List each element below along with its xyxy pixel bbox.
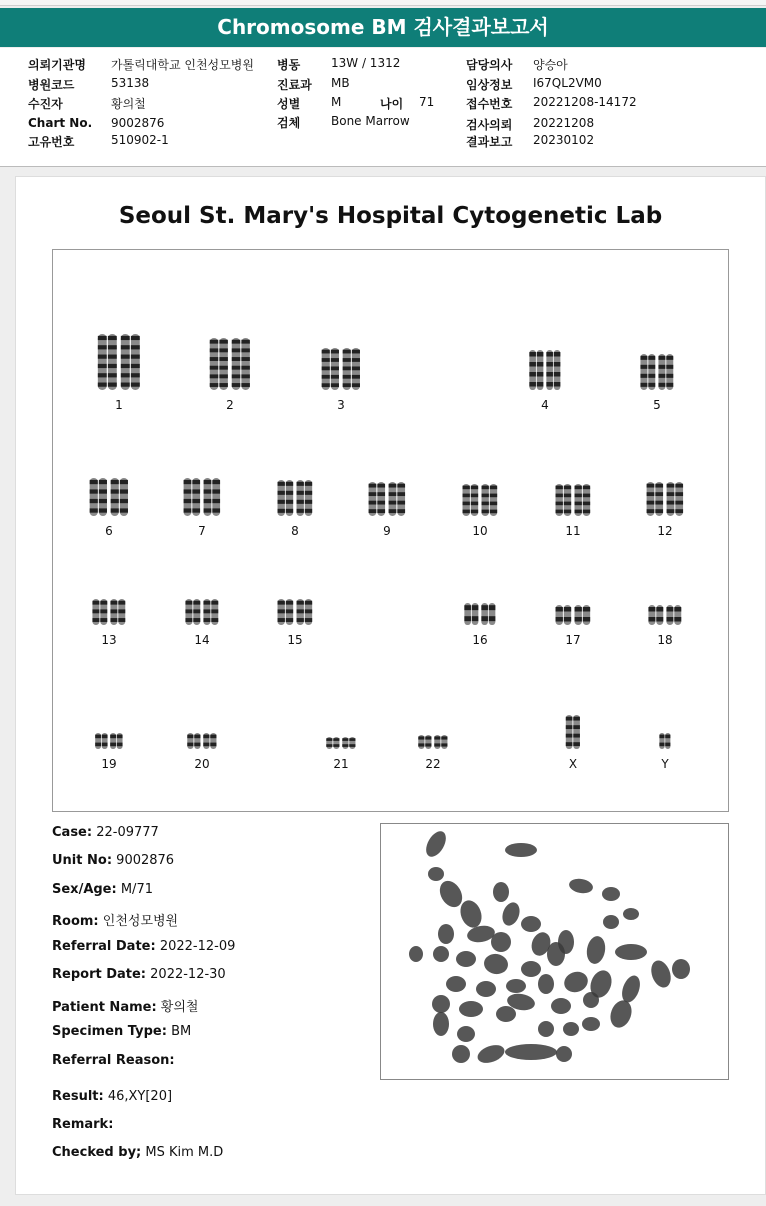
chromosome-label-18: 18 xyxy=(657,633,673,647)
patient-label: 수진자 xyxy=(28,97,63,111)
metaphase-chromosome xyxy=(422,828,450,860)
metaphase-chromosome xyxy=(561,968,590,995)
case-value: 22-09777 xyxy=(96,825,159,840)
patient-name-label: Patient Name: xyxy=(52,1000,157,1015)
chromosome-label-15: 15 xyxy=(287,633,303,647)
chromosome-pair-4 xyxy=(528,350,562,390)
chromosome-pair-15 xyxy=(276,599,314,625)
metaphase-chromosome xyxy=(482,952,509,976)
chromosome-label-16: 16 xyxy=(472,633,488,647)
hospital-code-label: 병원코드 xyxy=(28,78,75,92)
checked-value: MS Kim M.D xyxy=(145,1145,224,1160)
metaphase-chromosome xyxy=(547,942,565,966)
metaphase-chromosome xyxy=(457,1026,475,1042)
request-label: 검사의뢰 xyxy=(466,118,513,132)
chromosome-label-14: 14 xyxy=(194,633,210,647)
metaphase-chromosome xyxy=(556,1046,572,1062)
metaphase-spread-image xyxy=(380,823,729,1080)
remark-label: Remark: xyxy=(52,1117,114,1132)
chromosome-pair-19 xyxy=(94,733,124,749)
chromosome-pair-8 xyxy=(276,480,314,516)
unit-value: 9002876 xyxy=(116,853,175,868)
metaphase-chromosome xyxy=(438,924,454,944)
referral-date-line xyxy=(52,939,235,954)
metaphase-chromosome xyxy=(619,973,644,1005)
report-date-label: 결과보고 xyxy=(466,135,513,149)
metaphase-chromosome xyxy=(672,959,690,979)
checked-label: Checked by; xyxy=(52,1145,142,1160)
unit-line xyxy=(52,853,174,868)
sexage-value: M/71 xyxy=(120,882,153,897)
metaphase-chromosome xyxy=(563,1022,579,1036)
metaphase-chromosome xyxy=(499,900,522,928)
referral-date-value: 2022-12-09 xyxy=(159,939,236,954)
request-value: 20221208 xyxy=(533,116,595,130)
result-line xyxy=(52,1089,172,1104)
receipt-label: 접수번호 xyxy=(466,97,513,111)
room-line xyxy=(52,910,178,929)
metaphase-chromosome xyxy=(493,882,509,902)
chromosome-label-17: 17 xyxy=(565,633,581,647)
specimen-type-value: BM xyxy=(171,1024,192,1039)
metaphase-chromosome xyxy=(521,916,541,932)
dept-label: 진료과 xyxy=(277,78,312,92)
chromosome-label-20: 20 xyxy=(194,757,210,771)
specimen-type-label: Specimen Type: xyxy=(52,1024,167,1039)
chromosome-label-21: 21 xyxy=(333,757,349,771)
patient-name-line xyxy=(52,996,198,1015)
metaphase-chromosome xyxy=(623,908,639,920)
chromosome-label-4: 4 xyxy=(541,398,549,412)
chromosome-label-2: 2 xyxy=(226,398,234,412)
result-value: 46,XY[20] xyxy=(107,1089,173,1104)
specimen-value: Bone Marrow xyxy=(331,114,410,128)
chromosome-pair-14 xyxy=(184,599,220,625)
chromosome-label-12: 12 xyxy=(657,524,673,538)
doctor-label: 담당의사 xyxy=(466,58,513,72)
chromosome-label-10: 10 xyxy=(472,524,488,538)
lab-title: Seoul St. Mary's Hospital Cytogenetic Lab xyxy=(118,203,663,229)
metaphase-chromosome xyxy=(491,932,511,952)
metaphase-chromosome xyxy=(568,877,594,895)
hospital-code-value: 53138 xyxy=(111,76,150,90)
report-date-label2: Report Date: xyxy=(52,967,147,982)
report-title: Chromosome BM 검사결과보고서 xyxy=(217,15,549,39)
metaphase-chromosome xyxy=(475,1042,507,1067)
chromosome-label-9: 9 xyxy=(383,524,391,538)
chromosome-pair-5 xyxy=(639,354,675,390)
metaphase-chromosome xyxy=(648,958,674,990)
metaphase-chromosome xyxy=(603,915,619,929)
chromosome-label-3: 3 xyxy=(337,398,345,412)
checked-line xyxy=(52,1145,223,1160)
karyogram-panel xyxy=(52,249,729,812)
referral-reason-label: Referral Reason: xyxy=(52,1053,175,1068)
case-label: Case: xyxy=(52,825,93,840)
metaphase-chromosome xyxy=(538,974,554,994)
top-border xyxy=(0,0,766,6)
clinical-value: I67QL2VM0 xyxy=(533,76,602,90)
room-value: 인천성모병원 xyxy=(102,914,179,929)
specimen-label: 검체 xyxy=(277,116,301,130)
metaphase-chromosome xyxy=(432,995,450,1013)
chromosome-pair-11 xyxy=(554,484,592,516)
metaphase-chromosome xyxy=(607,997,635,1030)
chromosome-pair-12 xyxy=(645,482,685,516)
age-value: 71 xyxy=(419,95,435,109)
chromosome-pair-21 xyxy=(325,737,357,749)
metaphase-chromosome xyxy=(505,1044,557,1060)
chart-no-label: Chart No. xyxy=(28,116,93,130)
report-date-line xyxy=(52,967,226,982)
case-line xyxy=(52,825,159,840)
metaphase-chromosome xyxy=(602,887,620,901)
chromosome-pair-3 xyxy=(320,348,362,390)
chromosome-label-7: 7 xyxy=(198,524,206,538)
chromosome-pair-20 xyxy=(186,733,218,749)
metaphase-chromosome xyxy=(506,979,526,993)
dept-value: MB xyxy=(331,76,350,90)
metaphase-chromosome xyxy=(456,951,476,967)
ward-label: 병동 xyxy=(277,58,301,72)
metaphase-chromosome xyxy=(428,867,444,881)
chromosome-pair-7 xyxy=(182,478,222,516)
chart-no-value: 9002876 xyxy=(111,116,165,130)
referral-reason-line xyxy=(52,1053,175,1068)
chromosome-pair-1 xyxy=(96,334,142,390)
chromosome-pair-X xyxy=(564,715,582,749)
metaphase-chromosome xyxy=(505,843,537,857)
chromosome-label-11: 11 xyxy=(565,524,581,538)
chromosome-label-13: 13 xyxy=(101,633,117,647)
patient-value: 황의철 xyxy=(111,97,146,111)
chromosome-label-Y: Y xyxy=(661,757,669,771)
metaphase-chromosome xyxy=(433,1012,449,1036)
metaphase-chromosome xyxy=(521,961,541,977)
sexage-label: Sex/Age: xyxy=(52,882,117,897)
sexage-line xyxy=(52,882,153,897)
chromosome-pair-16 xyxy=(463,603,497,625)
unit-label: Unit No: xyxy=(52,853,113,868)
chromosome-label-8: 8 xyxy=(291,524,299,538)
metaphase-chromosome xyxy=(476,981,496,997)
report-title-bar xyxy=(0,8,766,47)
referral-date-label: Referral Date: xyxy=(52,939,156,954)
chromosome-label-19: 19 xyxy=(101,757,117,771)
chromosome-pair-10 xyxy=(461,484,499,516)
metaphase-chromosome xyxy=(433,946,449,962)
clinical-label: 임상정보 xyxy=(466,78,513,92)
requester-value: 가톨릭대학교 인천성모병원 xyxy=(111,58,254,72)
metaphase-chromosome xyxy=(583,992,599,1008)
doctor-value: 양승아 xyxy=(533,58,568,72)
chromosome-pair-13 xyxy=(91,599,127,625)
sex-value: M xyxy=(331,95,342,109)
karyotype-report-card xyxy=(15,176,766,1195)
chromosome-pair-22 xyxy=(417,735,449,749)
age-label: 나이 xyxy=(380,97,404,111)
metaphase-chromosome xyxy=(551,998,571,1014)
report-date-value: 20230102 xyxy=(533,133,595,147)
report-date-value2: 2022-12-30 xyxy=(150,967,226,982)
chromosome-label-X: X xyxy=(568,757,578,771)
patient-info-panel xyxy=(0,48,766,167)
remark-line xyxy=(52,1117,113,1132)
metaphase-chromosome xyxy=(615,944,647,960)
chromosome-pair-2 xyxy=(208,338,252,390)
metaphase-spread-drawing xyxy=(381,824,728,1079)
chromosome-pair-18 xyxy=(647,605,683,625)
uid-value: 510902-1 xyxy=(111,133,169,147)
metaphase-chromosome xyxy=(496,1006,516,1022)
chromosome-label-22: 22 xyxy=(425,757,441,771)
specimen-type-line xyxy=(52,1024,191,1039)
metaphase-chromosome xyxy=(452,1045,470,1063)
chromosome-label-1: 1 xyxy=(115,398,123,412)
requester-label: 의뢰기관명 xyxy=(28,58,86,72)
chromosome-pair-9 xyxy=(367,482,407,516)
chromosome-pair-17 xyxy=(554,605,592,625)
sex-label: 성별 xyxy=(277,97,301,111)
patient-name-value: 황의철 xyxy=(160,1000,199,1015)
metaphase-chromosome xyxy=(459,1001,483,1017)
metaphase-chromosome xyxy=(446,976,466,992)
chromosome-pair-6 xyxy=(88,478,130,516)
metaphase-chromosome xyxy=(585,935,608,966)
chromosome-label-6: 6 xyxy=(105,524,113,538)
ward-value: 13W / 1312 xyxy=(331,56,401,70)
receipt-value: 20221208-14172 xyxy=(533,95,637,109)
metaphase-chromosome xyxy=(409,946,423,962)
room-label: Room: xyxy=(52,914,99,929)
chromosome-pair-Y xyxy=(658,733,672,749)
uid-label: 고유번호 xyxy=(28,135,75,149)
metaphase-chromosome xyxy=(582,1017,600,1031)
chromosome-label-5: 5 xyxy=(653,398,661,412)
result-label: Result: xyxy=(52,1089,104,1104)
metaphase-chromosome xyxy=(538,1021,554,1037)
